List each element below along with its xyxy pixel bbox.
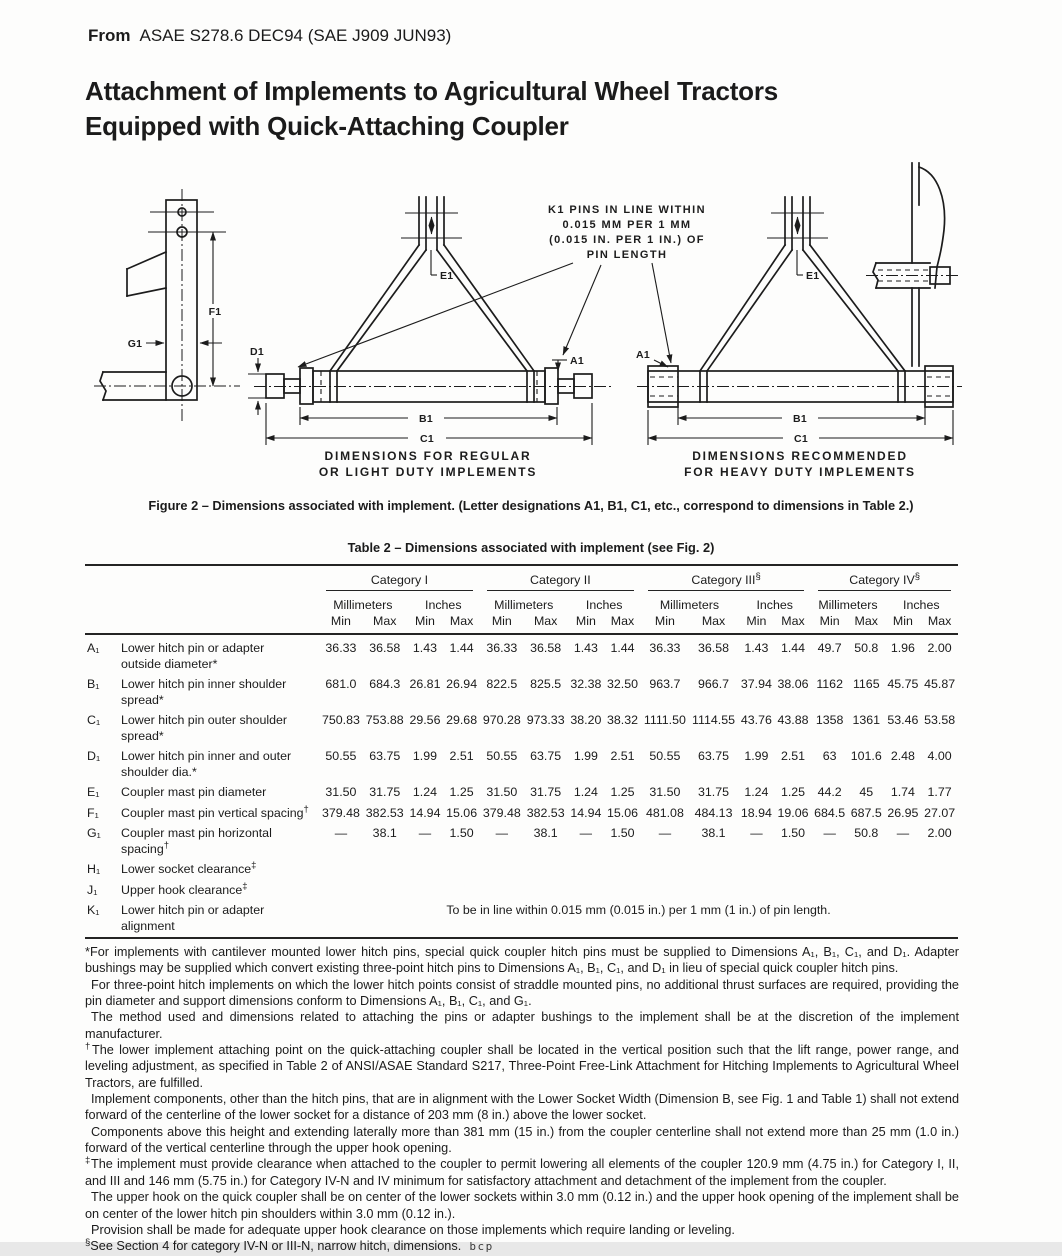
value-cell: 31.75 bbox=[698, 785, 730, 799]
value-cell: 1.99 bbox=[573, 749, 598, 763]
value-cell bbox=[775, 881, 812, 902]
side-view-light-duty-drawing bbox=[94, 189, 240, 423]
trailing-mark: bcp bbox=[461, 1240, 494, 1254]
row-label: Lower hitch pin inner and outer shoulder dia.* bbox=[121, 749, 292, 779]
k1-pins-annotation bbox=[298, 204, 706, 367]
value-cell: — bbox=[823, 826, 836, 840]
value-cell: 750.83 bbox=[321, 713, 360, 727]
value-cell: 31.75 bbox=[530, 785, 562, 799]
value-cell: 1358 bbox=[815, 713, 844, 727]
value-cell: 382.53 bbox=[365, 805, 404, 820]
value-cell: 2.51 bbox=[449, 749, 474, 763]
category-row bbox=[85, 565, 958, 591]
title-line-1: Attachment of Implements to Agricultural Wheel Tractors bbox=[85, 76, 779, 106]
unit-header: Inches bbox=[903, 598, 940, 612]
value-cell: 1111.50 bbox=[643, 713, 686, 727]
value-cell: 1.99 bbox=[744, 749, 769, 763]
value-cell: 53.46 bbox=[887, 713, 919, 727]
footnote-marker: † bbox=[85, 1040, 92, 1052]
minmax-header: Max bbox=[689, 612, 738, 634]
value-cell bbox=[738, 860, 775, 881]
footnote: For three-point hitch implements on which the lower hitch points consist of straddle mounted pins, no additional thrust surfaces are required, providing the pin diameter and support dimensions conform to Dimensions A₁, B₁, C₁, and G₁. bbox=[85, 977, 959, 1009]
footnote: The upper hook on the quick coupler shall be on center of the lower sockets within 3.0 mm (0.12 in.) and the upper hook opening of the implement shall be on center of the lower hitch pin shoulders within 3.0 mm (0.12 in.). bbox=[85, 1190, 959, 1221]
light-duty-caption-line-2: OR LIGHT DUTY IMPLEMENTS bbox=[318, 465, 538, 479]
row-symbol: K₁ bbox=[87, 903, 100, 917]
value-cell: 26.95 bbox=[887, 805, 919, 820]
label-f1: F1 bbox=[208, 306, 222, 318]
value-cell: 38.1 bbox=[372, 826, 397, 840]
footnote: *For implements with cantilever mounted lower hitch pins, special quick coupler hitch pins must be supplied to Dimensions A₁, B₁, C₁, and D₁. Adapter bushings may be supplied which convert existing three-point hitch pins to Dimensions A₁, B₁, C₁, and D₁ in lieu of special quick coupler hitch pins. bbox=[85, 945, 959, 976]
unit-header: Millimeters bbox=[659, 598, 720, 612]
value-cell: — bbox=[896, 826, 910, 840]
value-cell: 753.88 bbox=[365, 713, 404, 727]
row-symbol: A₁ bbox=[87, 641, 100, 655]
value-cell: 825.5 bbox=[530, 677, 562, 691]
row-symbol: H₁ bbox=[87, 862, 101, 876]
unit-header: Inches bbox=[756, 598, 793, 612]
value-cell: 38.06 bbox=[777, 677, 809, 691]
table-row bbox=[85, 901, 958, 938]
row-label: Lower hitch pin or adapter alignment bbox=[121, 903, 265, 933]
value-cell: 1.25 bbox=[449, 785, 474, 799]
label-e1-right: E1 bbox=[806, 270, 820, 282]
minmax-header: Min bbox=[407, 612, 444, 634]
minmax-row bbox=[85, 612, 958, 634]
footnote: ‡The implement must provide clearance when attached to the coupler to permit lowering all elements of the coupler 120.9 mm (4.75 in.) for Category I, II, and III and 146 mm (5.75 in.) for Category IV-N and IV minimum for satisfactory attachment and detachment of the implement from the coupler. bbox=[85, 1155, 959, 1188]
value-cell: 27.07 bbox=[924, 805, 956, 820]
row-label: Lower hitch pin outer shoulder spread* bbox=[121, 713, 287, 743]
category-header: Category I bbox=[319, 565, 480, 591]
units-row bbox=[85, 591, 958, 612]
value-cell: 50.55 bbox=[325, 749, 357, 763]
value-cell bbox=[480, 860, 524, 881]
value-cell bbox=[604, 881, 641, 902]
value-cell bbox=[443, 881, 480, 902]
value-cell: 1.96 bbox=[890, 641, 915, 655]
value-cell: 684.3 bbox=[369, 677, 401, 691]
value-cell bbox=[568, 860, 605, 881]
unit-header: Millimeters bbox=[818, 598, 878, 612]
value-cell: 1.24 bbox=[744, 785, 769, 799]
figure-caption: Figure 2 – Dimensions associated with implement. (Letter designations A1, B1, C1, etc., correspond to dimensions in Table 2.) bbox=[148, 498, 914, 513]
table-row bbox=[85, 824, 958, 860]
value-cell bbox=[524, 860, 568, 881]
minmax-header: Max bbox=[848, 612, 885, 634]
minmax-header: Min bbox=[480, 612, 524, 634]
value-cell: 26.81 bbox=[409, 677, 441, 691]
value-cell: 31.50 bbox=[325, 785, 357, 799]
table-row bbox=[85, 675, 958, 711]
table-row bbox=[85, 860, 958, 881]
value-cell: 481.08 bbox=[645, 805, 684, 820]
value-cell: 1.25 bbox=[610, 785, 635, 799]
label-c1-right: C1 bbox=[793, 433, 809, 445]
footnotes bbox=[85, 944, 959, 1256]
value-cell: — bbox=[750, 826, 763, 840]
minmax-header: Max bbox=[443, 612, 480, 634]
value-cell: 36.58 bbox=[698, 641, 730, 655]
value-cell: 15.06 bbox=[606, 805, 638, 820]
value-cell: 684.5 bbox=[814, 805, 846, 820]
minmax-header: Max bbox=[775, 612, 812, 634]
value-cell: 1.24 bbox=[573, 785, 598, 799]
value-cell bbox=[319, 881, 363, 902]
value-cell: 36.33 bbox=[649, 641, 681, 655]
value-cell: 1.44 bbox=[610, 641, 635, 655]
light-duty-caption-line-1: DIMENSIONS FOR REGULAR bbox=[324, 449, 532, 463]
figure-drawings bbox=[0, 155, 1062, 500]
value-cell: 38.1 bbox=[701, 826, 726, 840]
value-cell bbox=[811, 881, 848, 902]
dimensions-table bbox=[85, 564, 958, 939]
annotation-line-1: K1 PINS IN LINE WITHIN bbox=[548, 204, 706, 216]
value-cell: 1.43 bbox=[744, 641, 769, 655]
value-cell: 966.7 bbox=[698, 677, 730, 691]
value-cell: — bbox=[579, 826, 593, 840]
value-cell: 45.87 bbox=[924, 677, 956, 691]
value-cell: 2.48 bbox=[890, 749, 915, 763]
row-symbol: G₁ bbox=[87, 826, 101, 840]
side-view-heavy-duty-drawing bbox=[866, 163, 958, 366]
value-cell: 1.24 bbox=[412, 785, 438, 799]
footnote: Implement components, other than the hitch pins, that are in alignment with the Lower Socket Width (Dimension B, see Fig. 1 and Table 1) shall not extend forward of the centerline of the lower socket for a distance of 203 mm (8 in.) above the lower socket. bbox=[85, 1092, 959, 1123]
value-cell: 379.48 bbox=[482, 805, 521, 820]
value-cell bbox=[407, 881, 444, 902]
value-cell: 18.94 bbox=[740, 805, 772, 820]
value-cell bbox=[363, 881, 407, 902]
value-cell: 36.33 bbox=[486, 641, 518, 655]
value-cell bbox=[848, 881, 885, 902]
value-cell bbox=[443, 860, 480, 881]
heavy-duty-caption-line-1: DIMENSIONS RECOMMENDED bbox=[692, 449, 908, 463]
table-row bbox=[85, 634, 958, 675]
value-cell: 1.44 bbox=[780, 641, 806, 655]
value-cell: — bbox=[418, 826, 432, 840]
value-cell: 63.75 bbox=[369, 749, 401, 763]
value-cell: 963.7 bbox=[649, 677, 681, 691]
label-a1-right: A1 bbox=[636, 349, 651, 361]
label-c1-left: C1 bbox=[419, 433, 435, 445]
value-cell: 1162 bbox=[816, 677, 843, 691]
minmax-header: Min bbox=[568, 612, 605, 634]
category-header: Category II bbox=[480, 565, 641, 591]
label-e1-left: E1 bbox=[440, 270, 454, 282]
value-cell: 49.7 bbox=[817, 641, 842, 655]
table-row bbox=[85, 783, 958, 804]
value-cell: 1361 bbox=[852, 713, 881, 727]
label-d1: D1 bbox=[249, 346, 265, 358]
value-cell: 38.20 bbox=[570, 713, 602, 727]
row-label: Upper hook clearance‡ bbox=[121, 880, 248, 897]
value-cell: 32.38 bbox=[570, 677, 602, 691]
alignment-note: To be in line within 0.015 mm (0.015 in.) per 1 mm (1 in.) of pin length. bbox=[446, 903, 831, 917]
value-cell: 1.74 bbox=[890, 785, 915, 799]
row-symbol: B₁ bbox=[87, 677, 100, 691]
value-cell: 1.25 bbox=[780, 785, 806, 799]
value-cell: 101.6 bbox=[850, 749, 882, 763]
category-header: Category IV§ bbox=[811, 565, 958, 591]
value-cell: 2.51 bbox=[610, 749, 635, 763]
value-cell: 29.56 bbox=[409, 713, 441, 727]
footnote: †The lower implement attaching point on the quick-attaching coupler shall be located in the vertical position such that the lift range, power range, and leveling adjustment, as specified in Table 2 of ANSI/ASAE Standard S217, Three-Point Free-Link Attachment for Hitching Implements to Agricultural Wheel Tractors, are fulfilled. bbox=[85, 1040, 959, 1090]
value-cell bbox=[568, 881, 605, 902]
value-cell: 43.88 bbox=[777, 713, 809, 727]
minmax-header: Max bbox=[524, 612, 568, 634]
value-cell bbox=[848, 860, 885, 881]
value-cell: 1.50 bbox=[610, 826, 635, 840]
source-prefix: From bbox=[88, 26, 131, 45]
value-cell bbox=[524, 881, 568, 902]
footnote: Provision shall be made for adequate upper hook clearance on those implements which require landing or leveling. bbox=[91, 1222, 735, 1237]
value-cell: 973.33 bbox=[526, 713, 565, 727]
row-symbol: E₁ bbox=[87, 785, 100, 799]
unit-header: Inches bbox=[585, 598, 623, 612]
minmax-header: Min bbox=[641, 612, 689, 634]
value-cell bbox=[689, 881, 738, 902]
value-cell bbox=[921, 881, 958, 902]
value-cell: 681.0 bbox=[325, 677, 357, 691]
value-cell: 484.13 bbox=[694, 805, 733, 820]
value-cell: 1.43 bbox=[573, 641, 598, 655]
value-cell: 1.50 bbox=[780, 826, 806, 840]
value-cell: 38.32 bbox=[606, 713, 638, 727]
value-cell: 36.58 bbox=[369, 641, 401, 655]
value-cell: 2.51 bbox=[780, 749, 806, 763]
minmax-header: Min bbox=[319, 612, 363, 634]
value-cell: 26.94 bbox=[446, 677, 478, 691]
table-row bbox=[85, 711, 958, 747]
footnote-marker: § bbox=[85, 1236, 91, 1248]
row-symbol: D₁ bbox=[87, 749, 101, 763]
label-g1: G1 bbox=[127, 338, 143, 350]
value-cell bbox=[811, 860, 848, 881]
row-symbol: C₁ bbox=[87, 713, 101, 727]
title-line-2: Equipped with Quick-Attaching Coupler bbox=[85, 111, 569, 141]
footnote: Components above this height and extending laterally more than 381 mm (15 in.) from the coupler centerline shall not extend more than 25 mm (1.0 in.) forward of the vertical centerline through the upper hook opening. bbox=[85, 1124, 959, 1156]
value-cell: 970.28 bbox=[482, 713, 521, 727]
value-cell: 44.2 bbox=[817, 785, 842, 799]
value-cell bbox=[407, 860, 444, 881]
source-line bbox=[88, 26, 451, 46]
value-cell: 1165 bbox=[852, 677, 880, 691]
value-cell: 43.76 bbox=[740, 713, 772, 727]
row-symbol: J₁ bbox=[87, 882, 98, 897]
footnote-marker: * bbox=[85, 945, 90, 959]
value-cell: 1.44 bbox=[449, 641, 474, 655]
category-header: Category III§ bbox=[641, 565, 812, 591]
value-cell bbox=[885, 860, 922, 881]
value-cell: 1114.55 bbox=[692, 713, 735, 727]
value-cell: 29.68 bbox=[446, 713, 478, 727]
value-cell: 1.43 bbox=[412, 641, 438, 655]
value-cell: 36.33 bbox=[325, 641, 357, 655]
value-cell: 63.75 bbox=[698, 749, 730, 763]
value-cell: 31.50 bbox=[486, 785, 518, 799]
minmax-header: Min bbox=[738, 612, 775, 634]
table-row bbox=[85, 881, 958, 902]
value-cell: 45.75 bbox=[887, 677, 919, 691]
annotation-line-4: PIN LENGTH bbox=[586, 249, 668, 261]
label-b1-right: B1 bbox=[792, 413, 808, 425]
value-cell bbox=[480, 881, 524, 902]
value-cell: 4.00 bbox=[927, 749, 952, 763]
value-cell: 14.94 bbox=[570, 805, 602, 820]
value-cell: 15.06 bbox=[446, 805, 478, 820]
minmax-header: Max bbox=[921, 612, 958, 634]
table-head bbox=[85, 565, 958, 634]
value-cell: 50.55 bbox=[649, 749, 681, 763]
value-cell: 36.58 bbox=[530, 641, 562, 655]
value-cell bbox=[641, 881, 689, 902]
value-cell bbox=[738, 881, 775, 902]
row-label: Coupler mast pin diameter bbox=[121, 785, 267, 799]
table-row bbox=[85, 804, 958, 825]
value-cell: 37.94 bbox=[740, 677, 772, 691]
value-cell: 50.8 bbox=[854, 826, 879, 840]
row-label: Coupler mast pin vertical spacing† bbox=[121, 803, 309, 820]
value-cell: 1.50 bbox=[449, 826, 474, 840]
heavy-duty-caption-line-2: FOR HEAVY DUTY IMPLEMENTS bbox=[684, 465, 916, 479]
minmax-header: Max bbox=[604, 612, 641, 634]
row-label: Lower socket clearance‡ bbox=[121, 859, 257, 876]
value-cell: 63 bbox=[822, 749, 837, 763]
label-a1-left: A1 bbox=[570, 355, 585, 367]
footnote: The method used and dimensions related to attaching the pins or adapter bushings to the implement shall be at the discretion of the implement manufacturer. bbox=[85, 1010, 959, 1041]
minmax-header: Min bbox=[811, 612, 848, 634]
value-cell: 38.1 bbox=[533, 826, 558, 840]
value-cell: 50.55 bbox=[486, 749, 518, 763]
row-label: Lower hitch pin inner shoulder spread* bbox=[121, 677, 287, 707]
value-cell bbox=[604, 860, 641, 881]
table-body bbox=[85, 634, 958, 938]
value-cell: — bbox=[495, 826, 509, 840]
table-row bbox=[85, 747, 958, 783]
table-title: Table 2 – Dimensions associated with implement (see Fig. 2) bbox=[347, 540, 715, 555]
value-cell: — bbox=[658, 826, 672, 840]
row-label: Lower hitch pin or adapter outside diameter* bbox=[121, 641, 265, 671]
minmax-header: Min bbox=[885, 612, 922, 634]
value-cell: — bbox=[334, 826, 348, 840]
value-cell bbox=[319, 860, 363, 881]
value-cell bbox=[363, 860, 407, 881]
value-cell: 2.00 bbox=[927, 826, 952, 840]
value-cell: 50.8 bbox=[854, 641, 879, 655]
value-cell bbox=[921, 860, 958, 881]
annotation-line-2: 0.015 MM PER 1 MM bbox=[562, 219, 692, 231]
value-cell: 822.5 bbox=[486, 677, 518, 691]
unit-header: Inches bbox=[425, 598, 462, 612]
footnote-marker: ‡ bbox=[85, 1155, 91, 1167]
value-cell: 2.00 bbox=[927, 641, 952, 655]
value-cell bbox=[641, 860, 689, 881]
value-cell: 31.50 bbox=[649, 785, 681, 799]
label-b1-left: B1 bbox=[418, 413, 434, 425]
value-cell: 379.48 bbox=[321, 805, 360, 820]
footnote: §See Section 4 for category IV-N or III-N, narrow hitch, dimensions. bcp bbox=[85, 1236, 494, 1254]
value-cell: 32.50 bbox=[606, 677, 638, 691]
value-cell bbox=[689, 860, 738, 881]
value-cell: 1.99 bbox=[412, 749, 438, 763]
unit-header: Millimeters bbox=[333, 598, 393, 612]
row-label: Coupler mast pin horizontal spacing† bbox=[121, 826, 272, 856]
minmax-header: Max bbox=[363, 612, 407, 634]
value-cell: 14.94 bbox=[409, 805, 441, 820]
row-symbol: F₁ bbox=[87, 805, 99, 820]
annotation-line-3: (0.015 IN. PER 1 IN.) OF bbox=[549, 234, 705, 246]
value-cell: 19.06 bbox=[777, 805, 809, 820]
value-cell: 382.53 bbox=[526, 805, 565, 820]
value-cell: 63.75 bbox=[530, 749, 562, 763]
source-reference: ASAE S278.6 DEC94 (SAE J909 JUN93) bbox=[139, 26, 452, 45]
value-cell bbox=[885, 881, 922, 902]
value-cell bbox=[775, 860, 812, 881]
value-cell: 31.75 bbox=[369, 785, 401, 799]
value-cell: 53.58 bbox=[924, 713, 956, 727]
unit-header: Millimeters bbox=[494, 598, 554, 612]
page-title bbox=[85, 74, 778, 144]
value-cell: 45 bbox=[859, 785, 874, 799]
value-cell: 1.77 bbox=[927, 785, 952, 799]
value-cell: 687.5 bbox=[850, 805, 882, 820]
